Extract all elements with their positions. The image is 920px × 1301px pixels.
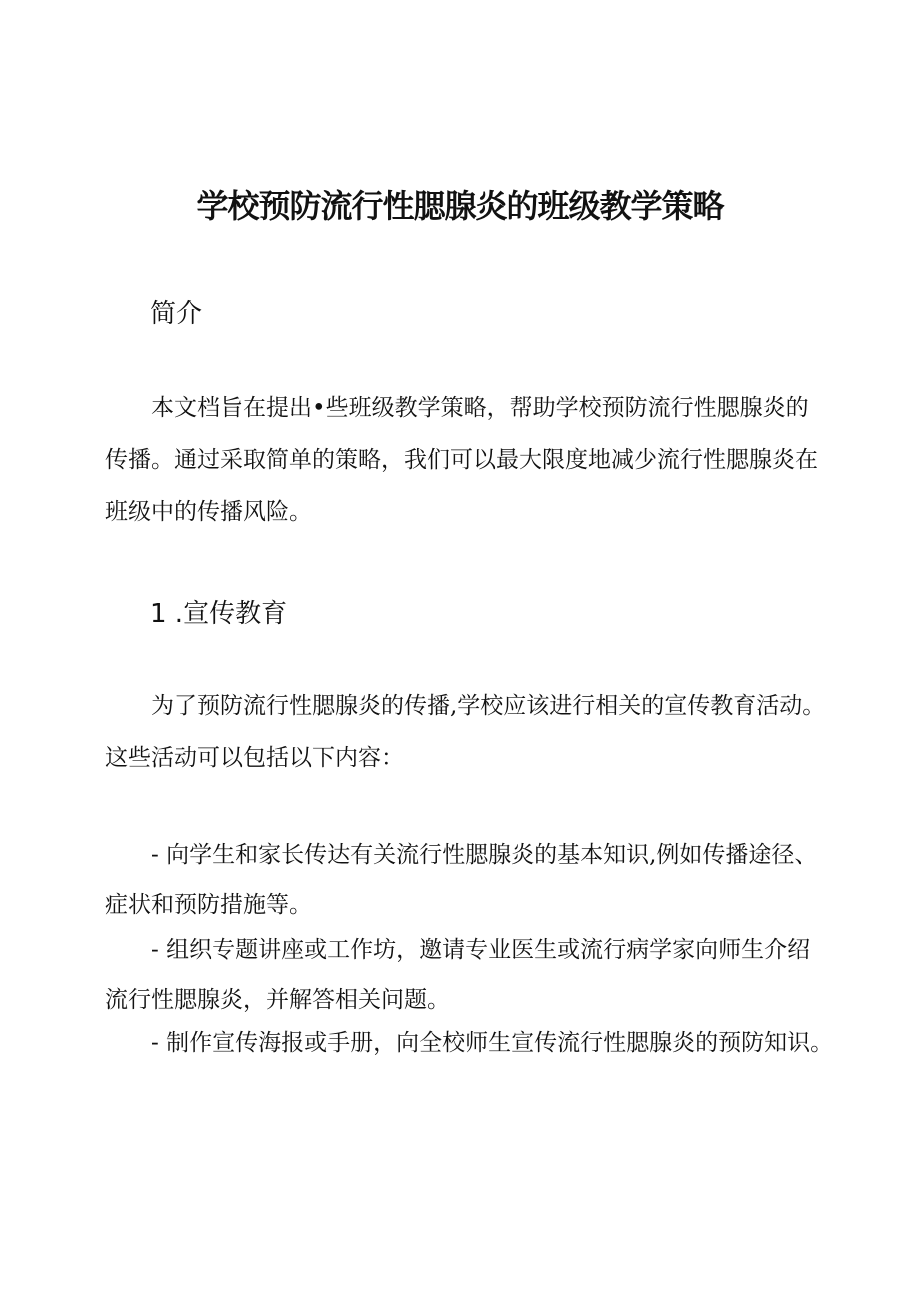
bullet-item (105, 830, 835, 930)
bullet-line: 症状和预防措施等。 (105, 892, 312, 918)
paragraph-line: 班级中的传播风险。 (105, 499, 312, 525)
section-heading-intro: 简介 (150, 299, 203, 329)
paragraph-line: 这些活动可以包括以下内容： (105, 745, 404, 771)
bullet-line: 流行性腮腺炎，并解答相关问题。 (105, 987, 450, 1013)
section-heading-publicity: 1 .宣传教育 (150, 599, 288, 629)
publicity-paragraph (105, 680, 835, 784)
bullet-line: - 向学生和家长传达有关流行性腮腺炎的基本知识,例如传播途径、 (151, 842, 818, 868)
paragraph-line: 传播。通过采取简单的策略，我们可以最大限度地减少流行性腮腺炎在 (105, 447, 818, 473)
bullet-item (105, 925, 835, 1025)
paragraph-line: 为了预防流行性腮腺炎的传播,学校应该进行相关的宣传教育活动。 (151, 693, 826, 719)
document-title: 学校预防流行性腮腺炎的班级教学策略 (196, 187, 724, 225)
paragraph-line: 本文档旨在提出•些班级教学策略，帮助学校预防流行性腮腺炎的 (151, 395, 809, 421)
intro-paragraph (105, 382, 835, 538)
bullet-item (105, 1018, 835, 1068)
bullet-line: - 制作宣传海报或手册，向全校师生宣传流行性腮腺炎的预防知识。 (151, 1030, 834, 1056)
bullet-line: - 组织专题讲座或工作坊，邀请专业医生或流行病学家向师生介绍 (151, 937, 811, 963)
